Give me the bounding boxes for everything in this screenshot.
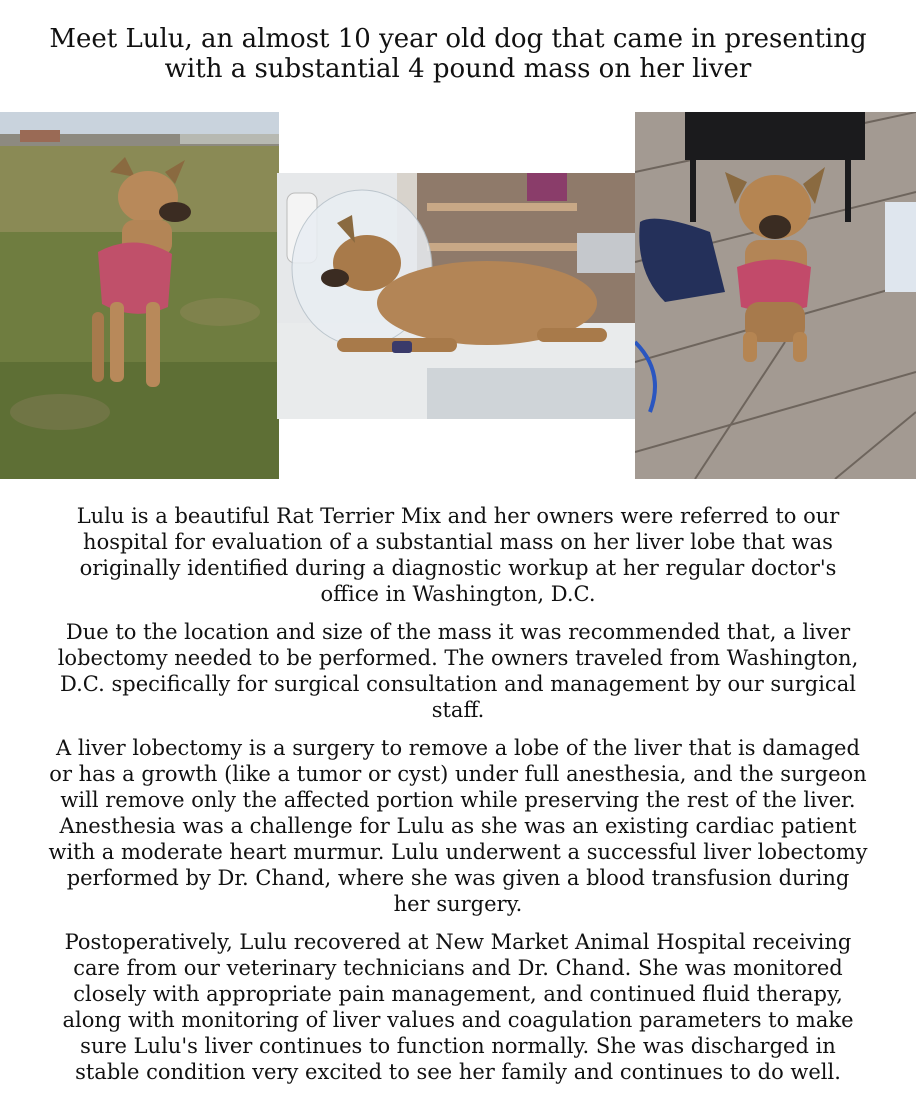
- photo-dog-in-clinic: [635, 112, 916, 479]
- photo-dog-post-surgery: [277, 173, 635, 419]
- title-line-2: with a substantial 4 pound mass on her liver: [164, 54, 752, 84]
- paragraph-recommendation: Due to the location and size of the mass it was recommended that, a liver lobectomy needed to be performed. The owners traveled from Washington, D.C. specifically for surgical consultation and management by our surgical staff.: [57, 620, 859, 722]
- title-line-1: Meet Lulu, an almost 10 year old dog that came in presenting: [49, 24, 867, 54]
- paragraph-recovery: Postoperatively, Lulu recovered at New Market Animal Hospital receiving care from our veterinary technicians and Dr. Chand. She was monitored closely with appropriate pain management, and continued fluid therapy, along with monitoring of liver values and coagulation parameters to make sure Lulu's liver continues to function normally. She was discharged in stable condition very excited to see her family and continues to do well.: [62, 930, 854, 1084]
- article-body: [48, 503, 868, 1097]
- page-title: [20, 24, 896, 84]
- photo-dog-in-field: [0, 112, 279, 479]
- paragraph-intro: Lulu is a beautiful Rat Terrier Mix and her owners were referred to our hospital for evaluation of a substantial mass on her liver lobe that was originally identified during a diagnostic workup at her regular doctor's office in Washington, D.C.: [76, 504, 840, 606]
- paragraph-procedure: A liver lobectomy is a surgery to remove a lobe of the liver that is damaged or has a growth (like a tumor or cyst) under full anesthesia, and the surgeon will remove only the affected portion while preserving the rest of the liver. Anesthesia was a challenge for Lulu as she was an existing cardiac patient with a moderate heart murmur. Lulu underwent a successful liver lobectomy performed by Dr. Chand, where she was given a blood transfusion during her surgery.: [48, 736, 868, 916]
